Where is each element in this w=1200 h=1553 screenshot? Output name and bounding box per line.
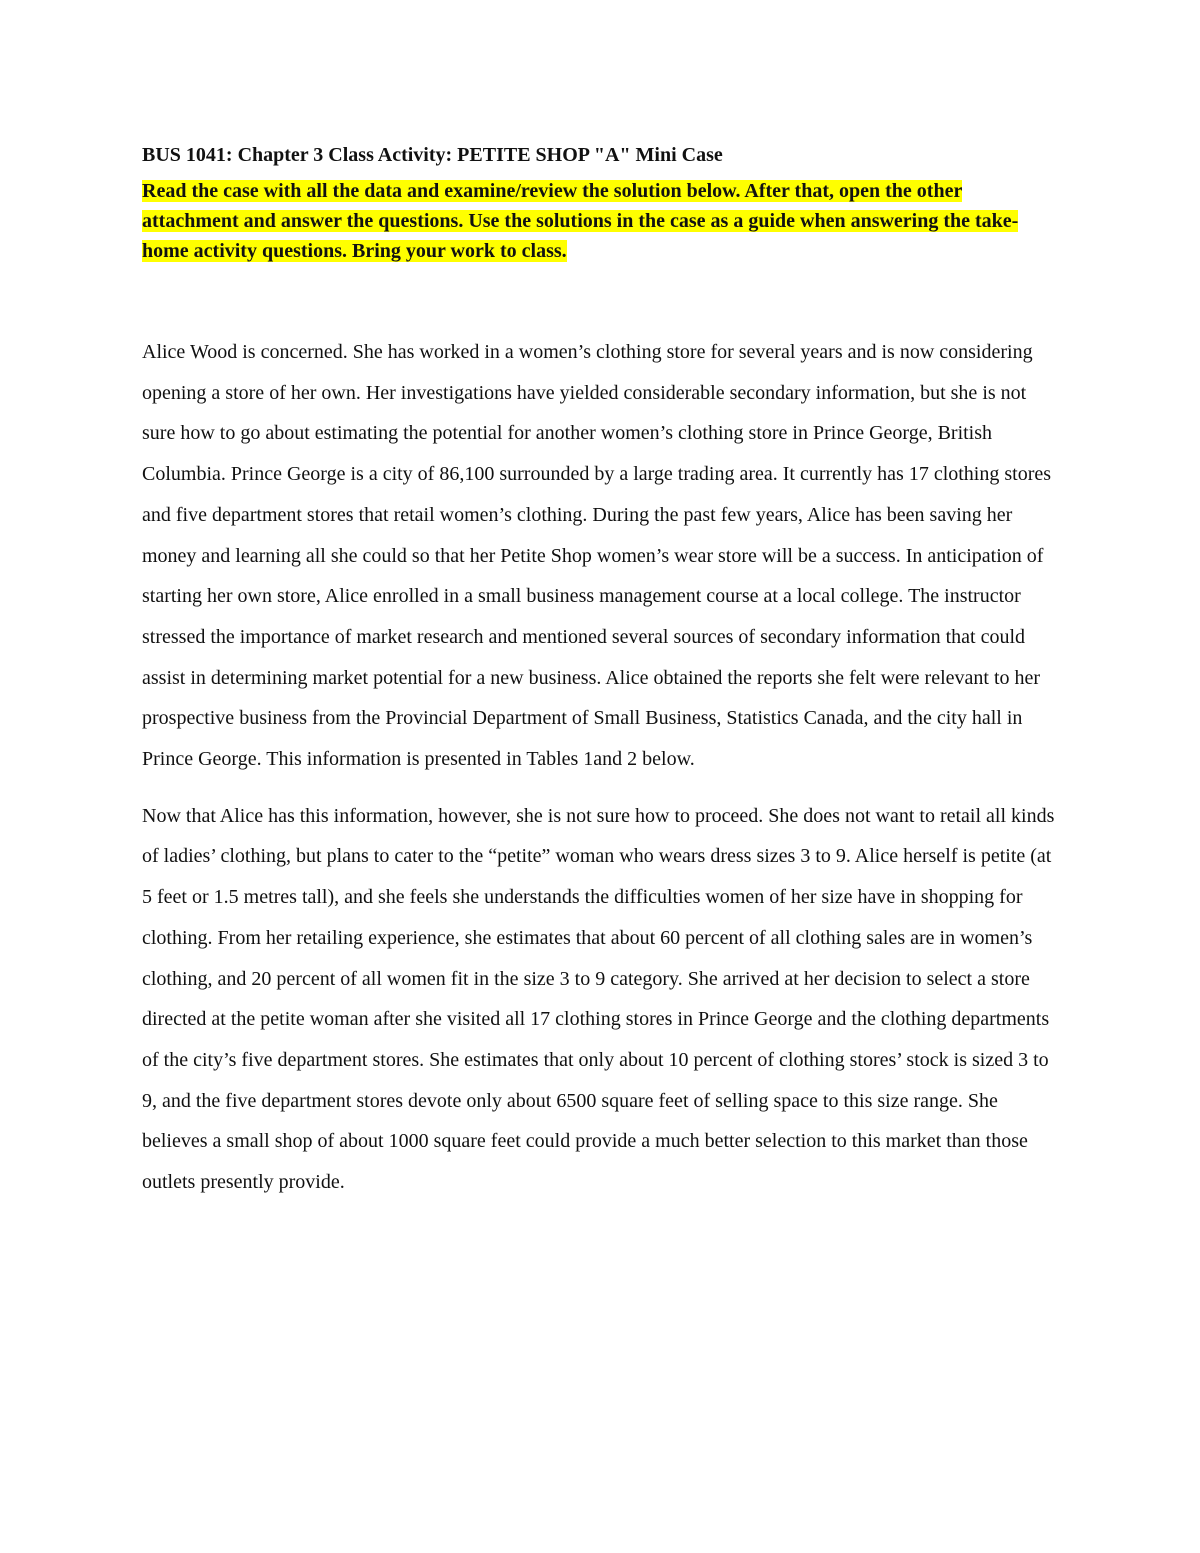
document-title: BUS 1041: Chapter 3 Class Activity: PETITE SHOP "A" Mini Case: [142, 144, 723, 166]
highlighted-instructions: [142, 176, 1057, 266]
instructions-text: Read the case with all the data and examine/review the solution below. After that, open the other attachment and answer the questions. Use the solutions in the case as a guide when answering the take-home activity questions. Bring your work to class.: [142, 180, 1019, 262]
case-paragraph-1: Alice Wood is concerned. She has worked in a women’s clothing store for several years and is now considering opening a store of her own. Her investigations have yielded considerable secondary information, but she is not sure how to go about estimating the potential for another women’s clothing store in Prince George, British Columbia. Prince George is a city of 86,100 surrounded by a large trading area. It currently has 17 clothing stores and five department stores that retail women’s clothing. During the past few years, Alice has been saving her money and learning all she could so that her Petite Shop women’s wear store will be a success. In anticipation of starting her own store, Alice enrolled in a small business management course at a local college. The instructor stressed the importance of market research and mentioned several sources of secondary information that could assist in determining market potential for a new business. Alice obtained the reports she felt were relevant to her prospective business from the Provincial Department of Small Business, Statistics Canada, and the city hall in Prince George. This information is presented in Tables 1and 2 below.: [142, 341, 1052, 771]
case-paragraph-2: Now that Alice has this information, however, she is not sure how to proceed. She does not want to retail all kinds of ladies’ clothing, but plans to cater to the “petite” woman who wears dress sizes 3 to 9. Alice herself is petite (at 5 feet or 1.5 metres tall), and she feels she understands the difficulties women of her size have in shopping for clothing. From her retailing experience, she estimates that about 60 percent of all clothing sales are in women’s clothing, and 20 percent of all women fit in the size 3 to 9 category. She arrived at her decision to select a store directed at the petite woman after she visited all 17 clothing stores in Prince George and the clothing departments of the city’s five department stores. She estimates that only about 10 percent of clothing stores’ stock is sized 3 to 9, and the five department stores devote only about 6500 square feet of selling space to this size range. She believes a small shop of about 1000 square feet could provide a much better selection to this market than those outlets presently provide.: [142, 804, 1055, 1194]
document-body: [142, 140, 1057, 1203]
